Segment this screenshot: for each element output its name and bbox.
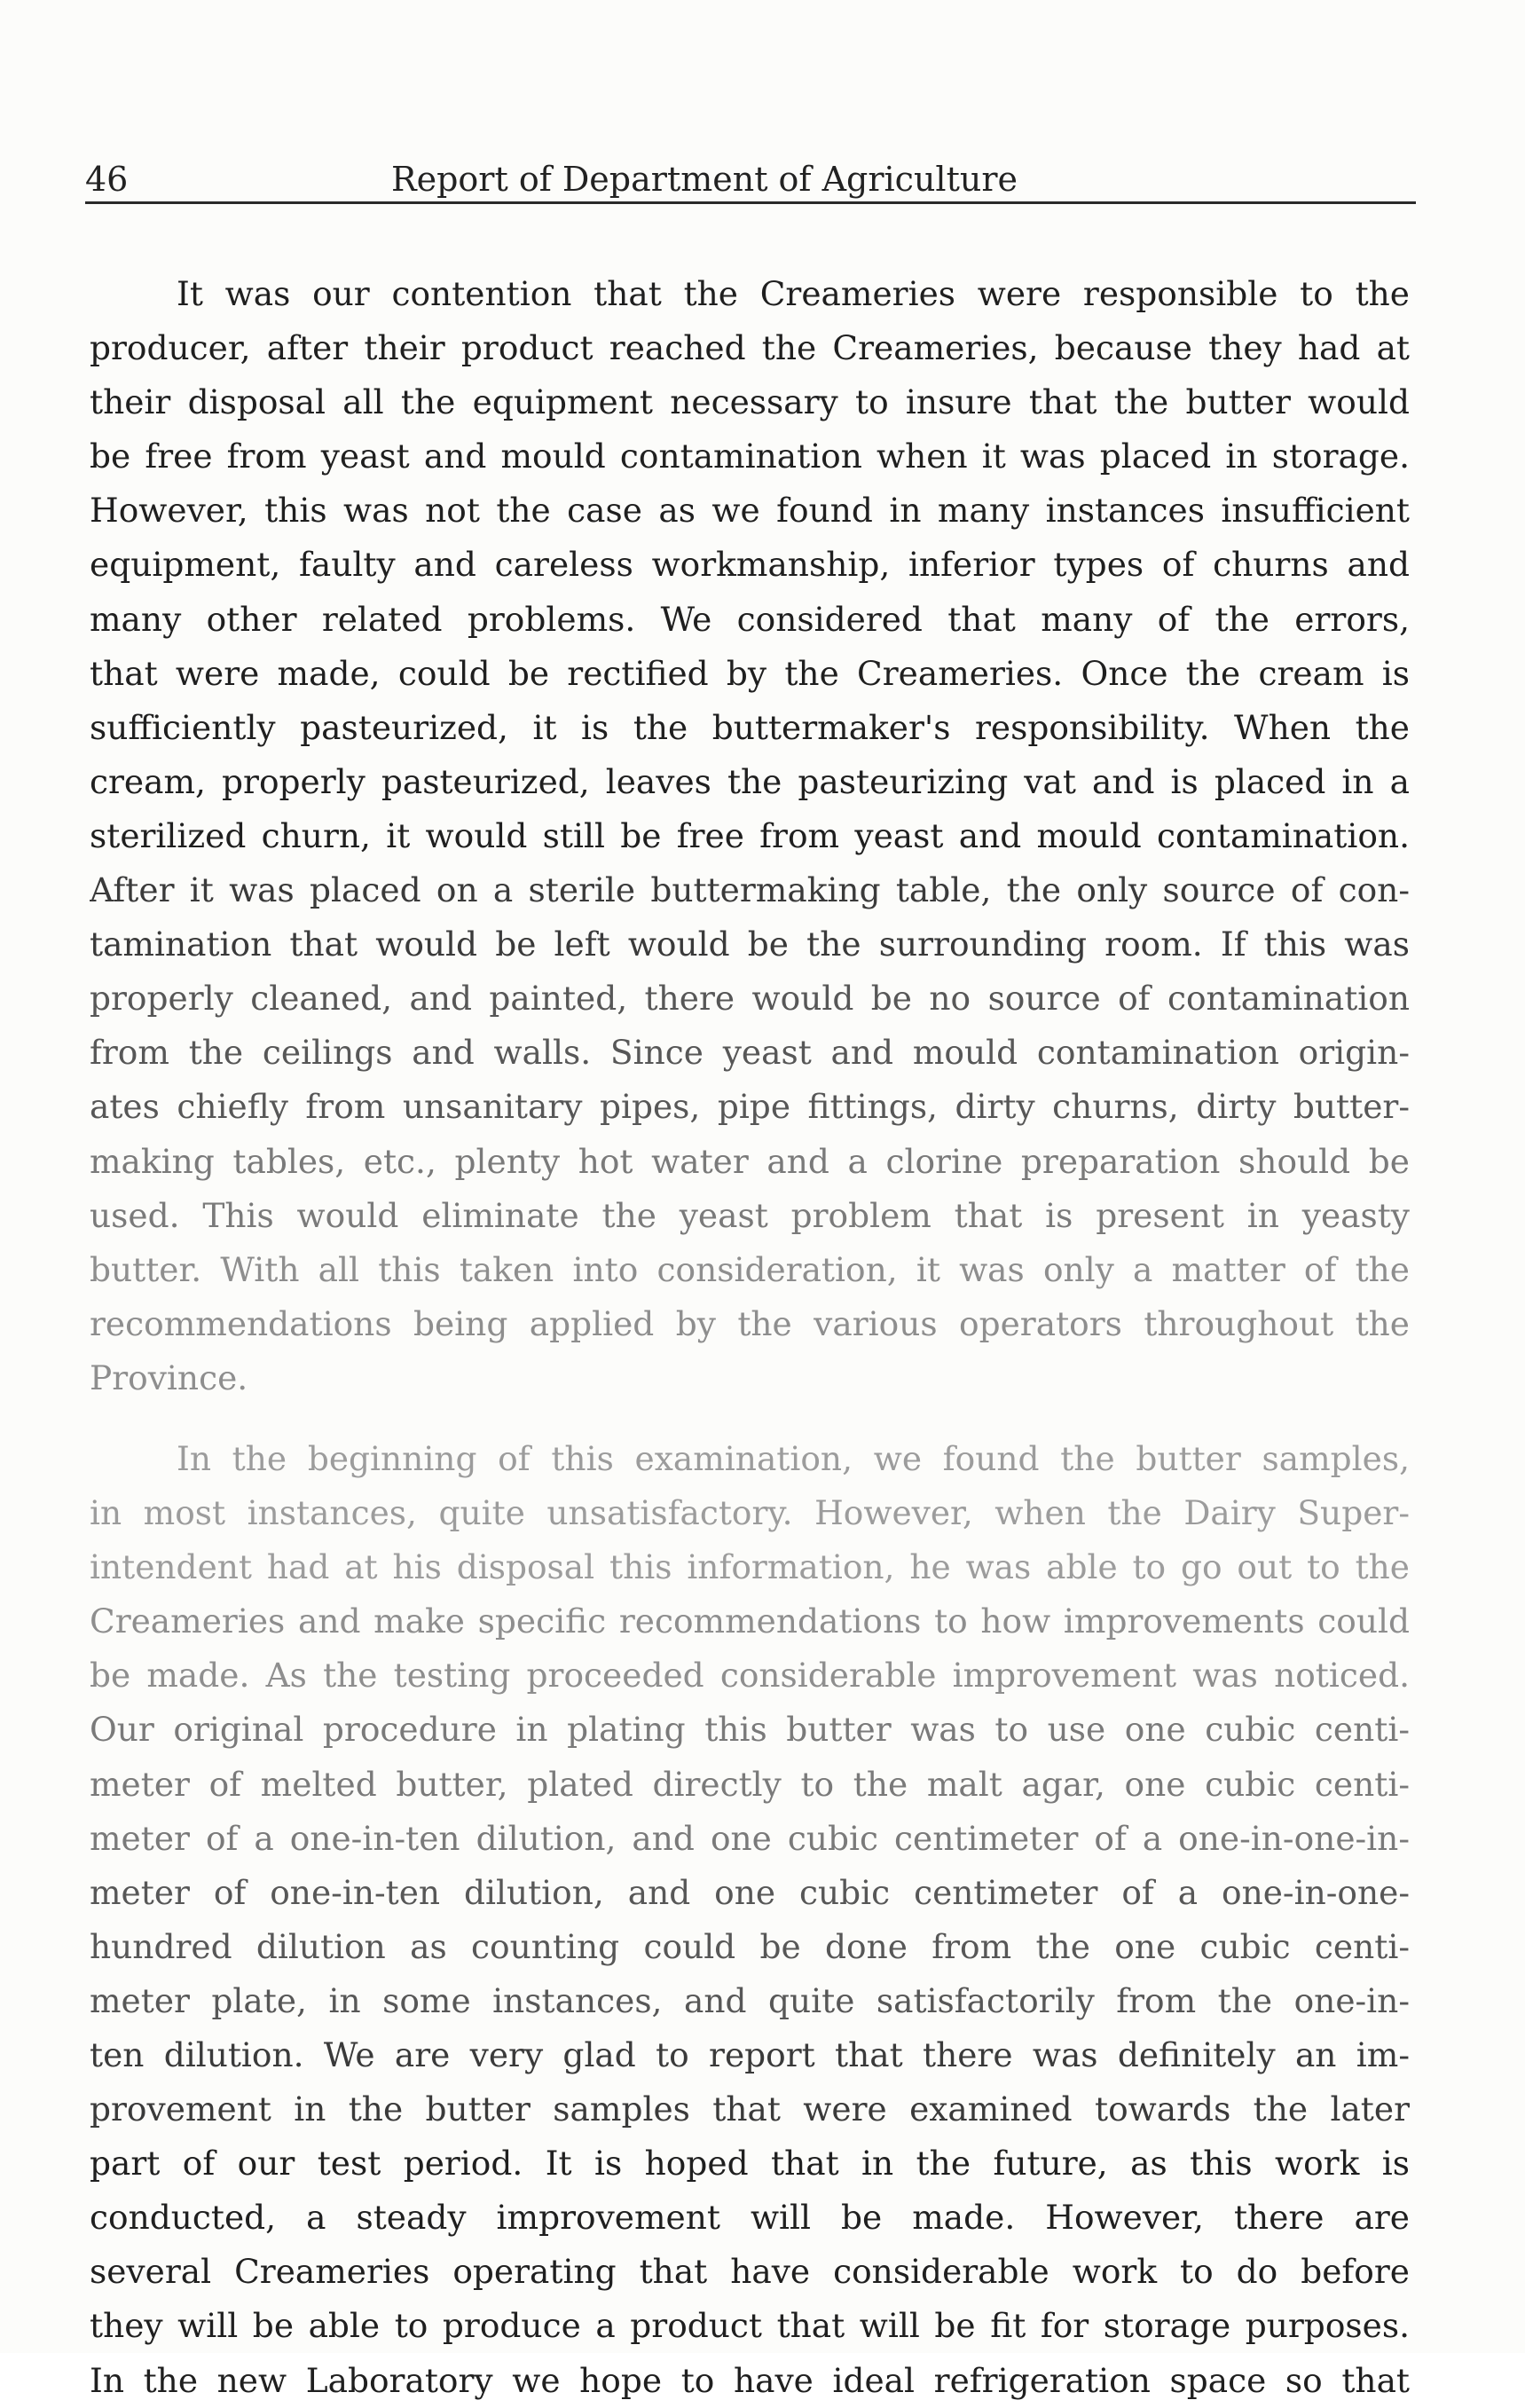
text-line: meter of melted butter, plated directly to the malt agar, one cubic centi- [90, 1764, 1410, 1804]
text-line: tamination that would be left would be the surrounding room. If this was [90, 925, 1410, 964]
text-line: However, this was not the case as we found in many instances insufficient [90, 491, 1410, 531]
text-line: Our original procedure in plating this butter was to use one cubic centi- [90, 1710, 1410, 1750]
text-line: they will be able to produce a product that will be fit for storage purposes. [90, 2306, 1410, 2346]
text-line: meter of one-in-ten dilution, and one cubic centimeter of a one-in-one- [90, 1872, 1410, 1912]
text-line: their disposal all the equipment necessary to insure that the butter would [90, 382, 1410, 422]
text-line: intendent had at his disposal this information, he was able to go out to the [90, 1547, 1410, 1587]
text-line: properly cleaned, and painted, there would be no source of contamination [90, 979, 1410, 1019]
text-line: many other related problems. We considered that many of the errors, [90, 599, 1410, 639]
text-line: In the beginning of this examination, we found the butter samples, [177, 1438, 1410, 1478]
text-line: be free from yeast and mould contamination when it was placed in storage. [90, 437, 1410, 476]
text-line: butter. With all this taken into consideration, it was only a matter of the [90, 1249, 1410, 1289]
text-line: In the new Laboratory we hope to have ideal refrigeration space so that [90, 2360, 1410, 2400]
text-line: be made. As the testing proceeded considerable improvement was noticed. [90, 1656, 1410, 1696]
text-line: cream, properly pasteurized, leaves the pasteurizing vat and is placed in a [90, 761, 1410, 801]
text-line: Province. [90, 1357, 248, 1397]
text-line: part of our test period. It is hoped that in the future, as this work is [90, 2144, 1410, 2184]
page-number: 46 [85, 160, 129, 199]
running-title: Report of Department of Agriculture [391, 160, 1018, 199]
text-line: from the ceilings and walls. Since yeast and mould contamination origin- [90, 1033, 1410, 1073]
body-text [90, 267, 1410, 2408]
text-line: that were made, could be rectified by the Creameries. Once the cream is [90, 653, 1410, 693]
running-header [85, 160, 1416, 204]
text-line: provement in the butter samples that were examined towards the later [90, 2089, 1410, 2129]
paragraph-1 [90, 267, 1410, 1405]
text-line: equipment, faulty and careless workmanship, inferior types of churns and [90, 545, 1410, 585]
text-line: sufficiently pasteurized, it is the buttermaker's responsibility. When the [90, 707, 1410, 747]
text-line: meter of a one-in-ten dilution, and one cubic centimeter of a one-in-one-in- [90, 1818, 1410, 1858]
text-line: producer, after their product reached the Creameries, because they had at [90, 328, 1410, 368]
text-line: in most instances, quite unsatisfactory. However, when the Dairy Super- [90, 1493, 1410, 1533]
text-line: hundred dilution as counting could be done from the one cubic centi- [90, 1926, 1410, 1966]
text-line: making tables, etc., plenty hot water and a clorine preparation should be [90, 1141, 1410, 1181]
text-line: meter plate, in some instances, and quite satisfactorily from the one-in- [90, 1980, 1410, 2020]
text-line: It was our contention that the Creameries were responsible to the [177, 274, 1410, 313]
text-line: ates chiefly from unsanitary pipes, pipe fittings, dirty churns, dirty butter- [90, 1087, 1410, 1127]
text-line: After it was placed on a sterile buttermaking table, the only source of con- [90, 870, 1410, 910]
text-line: ten dilution. We are very glad to report that there was definitely an im- [90, 2035, 1410, 2074]
text-line: several Creameries operating that have considerable work to do before [90, 2252, 1410, 2292]
text-line: conducted, a steady improvement will be made. However, there are [90, 2198, 1410, 2238]
text-line: sterilized churn, it would still be free from yeast and mould contamination. [90, 815, 1410, 855]
text-line: Creameries and make specific recommendations to how improvements could [90, 1601, 1410, 1641]
paragraph-2 [90, 1432, 1410, 2408]
paragraph-gap [90, 1405, 1410, 1432]
text-line: used. This would eliminate the yeast problem that is present in yeasty [90, 1195, 1410, 1235]
text-line: recommendations being applied by the various operators throughout the [90, 1303, 1410, 1343]
